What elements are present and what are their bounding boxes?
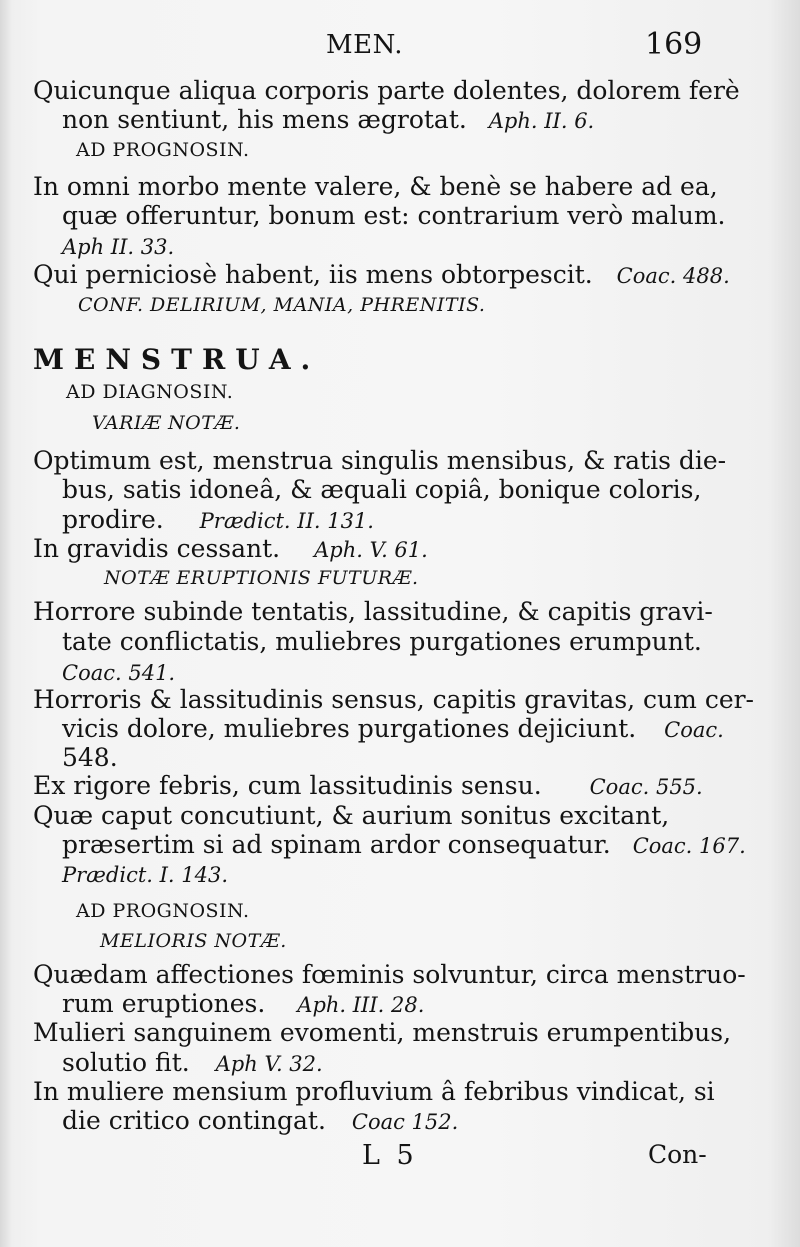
text-line	[33, 599, 713, 624]
line-text: die critico contingat.	[62, 1106, 326, 1135]
text-line	[62, 832, 746, 857]
line-reference: Coac 152.	[351, 1110, 459, 1134]
line-text: non sentiunt, his mens ægrotat.	[62, 105, 467, 134]
line-reference: Prædict. II. 131.	[199, 509, 374, 533]
line-text: Horrore subinde tentatis, lassitudine, & capitis gravi-	[33, 597, 713, 626]
line-reference: Prædict. I. 143.	[62, 863, 229, 887]
text-line	[62, 716, 724, 741]
text-line	[62, 477, 701, 502]
text-line	[33, 536, 428, 561]
text-line	[62, 745, 118, 770]
line-reference: Aph. III. 28.	[297, 993, 425, 1017]
line-text: In omni morbo mente valere, & benè se habere ad ea,	[33, 172, 718, 201]
line-reference: Coac.	[664, 718, 724, 742]
text-line	[33, 174, 718, 199]
text-line	[62, 107, 594, 132]
line-reference: Coac. 488.	[616, 264, 730, 288]
line-text: Optimum est, menstrua singulis mensibus, & ratis die-	[33, 446, 727, 475]
line-text: bus, satis idoneâ, & æquali copiâ, bonique coloris,	[62, 475, 702, 504]
line-text: 548.	[62, 743, 118, 772]
text-line	[62, 861, 228, 886]
line-text: tate conflictatis, muliebres purgationes erumpunt.	[62, 627, 702, 656]
line-text: Qui perniciosè habent, iis mens obtorpescit.	[33, 260, 593, 289]
line-text: Quædam affectiones fœminis solvuntur, circa menstruo-	[33, 960, 746, 989]
text-line	[33, 262, 730, 287]
line-text: Ex rigore febris, cum lassitudinis sensu.	[33, 771, 542, 800]
running-head: MEN.	[326, 30, 403, 60]
cross-reference-heading: CONF. DELIRIUM, MANIA, PHRENITIS.	[78, 294, 486, 316]
text-line	[62, 203, 726, 228]
line-reference: Aph II. 33.	[62, 235, 175, 259]
text-line	[62, 507, 374, 532]
text-line	[33, 773, 703, 798]
text-line	[62, 1108, 458, 1133]
subheading: AD PROGNOSIN.	[76, 900, 250, 922]
line-text: rum eruptiones.	[62, 989, 266, 1018]
text-line	[33, 687, 754, 712]
line-reference: Aph. II. 6.	[488, 109, 595, 133]
text-line	[33, 78, 740, 103]
line-reference: Aph. V. 61.	[314, 538, 428, 562]
text-line	[62, 991, 424, 1016]
line-text: vicis dolore, muliebres purgationes dejiciunt.	[62, 714, 637, 743]
line-text: prodire.	[62, 505, 164, 534]
text-line	[62, 659, 175, 684]
text-line	[33, 1020, 731, 1045]
line-text: Mulieri sanguinem evomenti, menstruis erumpentibus,	[33, 1018, 732, 1047]
subheading: AD DIAGNOSIN.	[66, 381, 234, 403]
line-text: Horroris & lassitudinis sensus, capitis gravitas, cum cer-	[33, 685, 755, 714]
text-line	[33, 1079, 715, 1104]
text-line	[33, 448, 726, 473]
subheading-italic: VARIÆ NOTÆ.	[92, 412, 241, 434]
line-text: solutio fit.	[62, 1048, 190, 1077]
page-number: 169	[645, 27, 703, 62]
line-reference: Aph V. 32.	[215, 1052, 323, 1076]
line-text: In gravidis cessant.	[33, 534, 281, 563]
line-text: quæ offeruntur, bonum est: contrarium verò malum.	[62, 201, 726, 230]
subheading: AD PROGNOSIN.	[76, 139, 250, 161]
text-line	[62, 1050, 323, 1075]
text-line	[33, 962, 746, 987]
subheading-italic: MELIORIS NOTÆ.	[100, 930, 287, 952]
line-text: Quicunque aliqua corporis parte dolentes, dolorem ferè	[33, 76, 740, 105]
text-line	[62, 233, 174, 258]
line-text: Quæ caput concutiunt, & aurium sonitus excitant,	[33, 801, 670, 830]
catchword: Con-	[648, 1140, 707, 1169]
line-reference: Coac. 541.	[62, 661, 176, 685]
line-reference: Coac. 555.	[589, 775, 703, 799]
line-text: In muliere mensium profluvium â febribus vindicat, si	[33, 1077, 715, 1106]
line-text: præsertim si ad spinam ardor consequatur.	[62, 830, 611, 859]
line-reference: Coac. 167.	[632, 834, 746, 858]
text-line	[62, 629, 702, 654]
text-line	[33, 803, 669, 828]
subheading-italic: NOTÆ ERUPTIONIS FUTURÆ.	[104, 567, 419, 589]
signature-mark: L 5	[362, 1140, 418, 1171]
section-heading: MENSTRUA.	[33, 343, 321, 376]
